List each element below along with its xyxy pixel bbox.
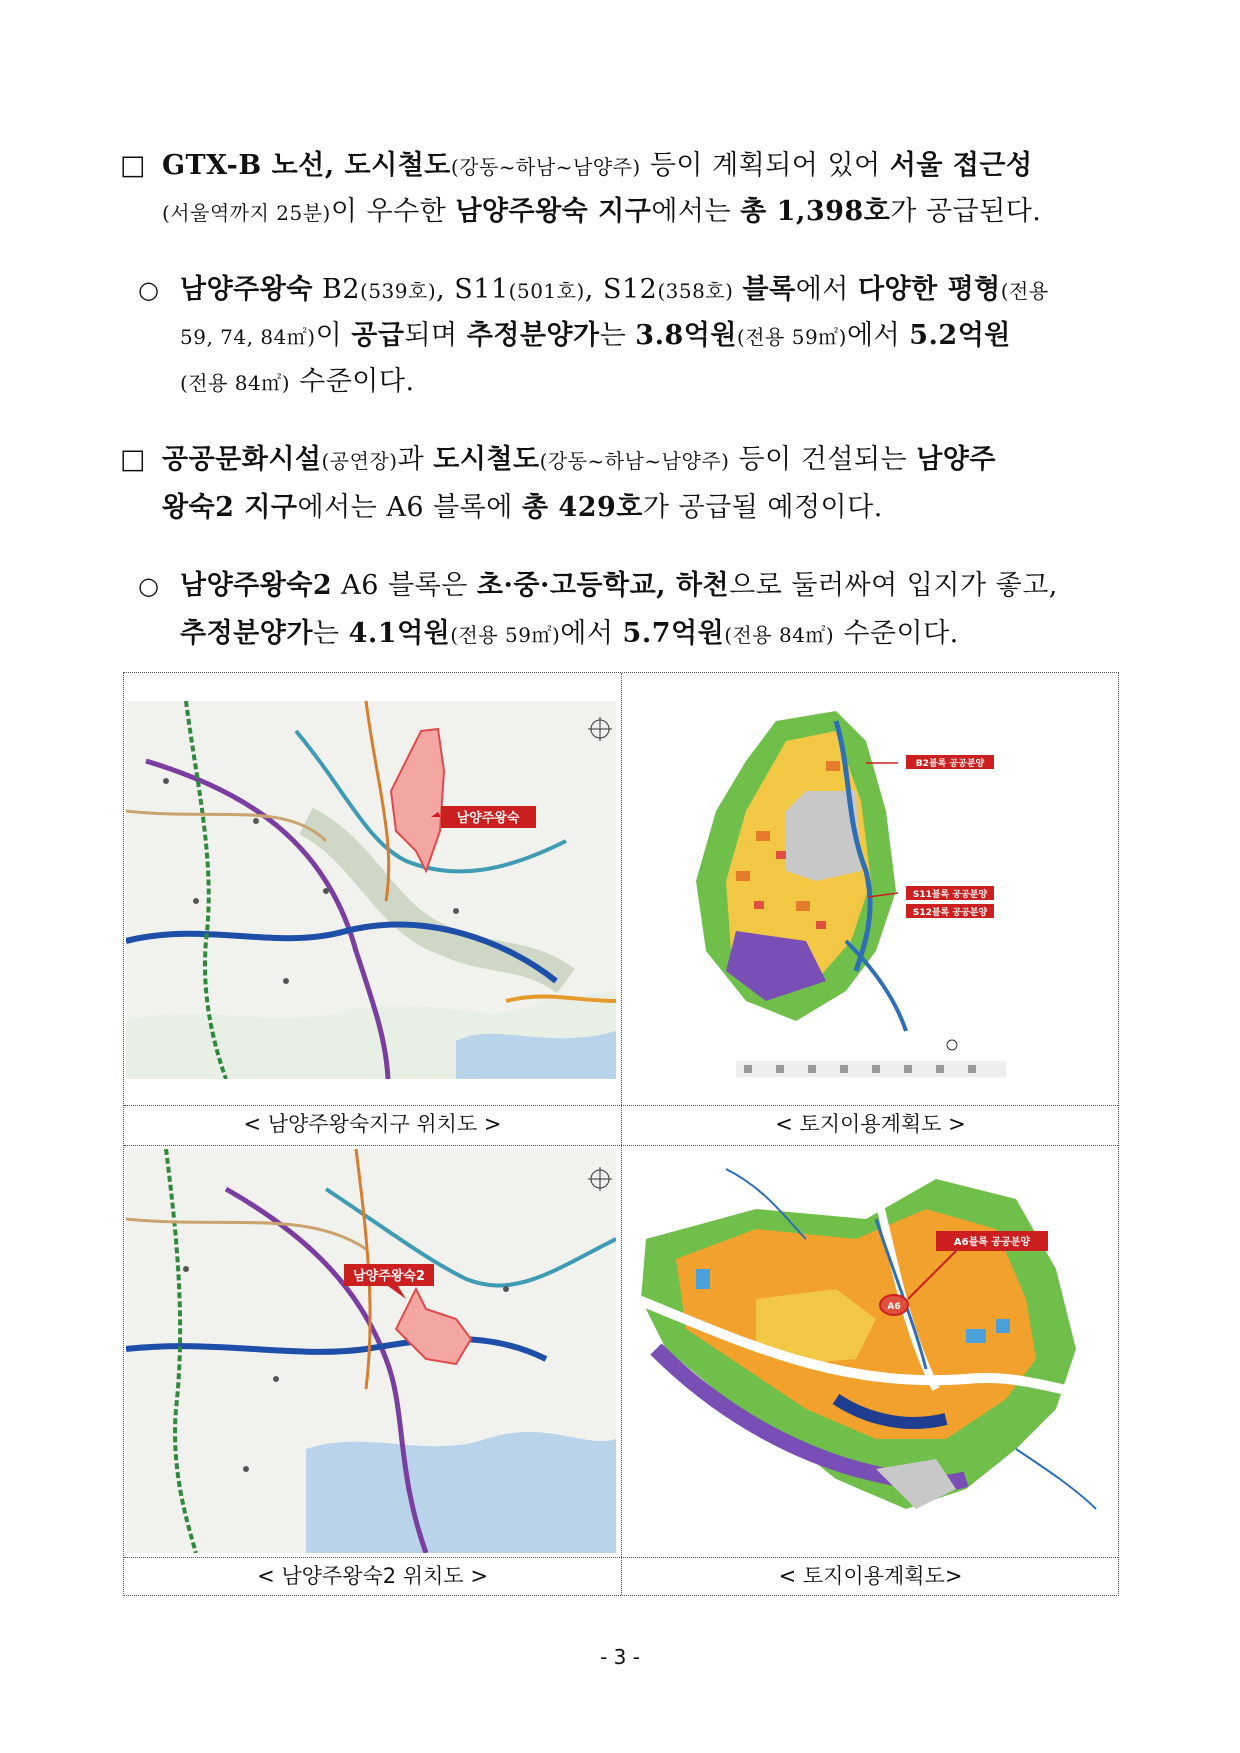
text-run: 도시철도 xyxy=(433,444,540,475)
caption-wangsuk-location: < 남양주왕숙지구 위치도 > xyxy=(243,1112,502,1136)
text-run: 공공문화시설 xyxy=(162,444,322,475)
text-run: (강동~하남~남양주) xyxy=(450,155,641,179)
text-run: (539호) xyxy=(360,279,437,303)
text-run: 5.7억원 xyxy=(622,618,725,649)
text-run: (358호) xyxy=(657,279,734,303)
text-run: 추정분양가 xyxy=(466,320,600,351)
text-run: (서울역까지 25분) xyxy=(162,201,331,225)
wangsuk-land-use-map xyxy=(636,701,1106,1081)
text-run: 는 xyxy=(599,320,636,351)
wangsuk-location-map-image xyxy=(126,701,616,1079)
text-run: 가 공급될 예정이다. xyxy=(642,492,883,523)
text-run: 에서 xyxy=(846,320,910,351)
sub-1-line-2 xyxy=(180,316,1011,357)
wangsuk2-location-map-image xyxy=(126,1149,616,1553)
text-run: 초·중·고등학교, 하천 xyxy=(476,570,730,601)
text-run: A6 블록은 xyxy=(332,570,477,601)
page-number: - 3 - xyxy=(600,1645,640,1669)
text-run: GTX-B 노선, 도시철도 xyxy=(162,150,451,181)
row-divider xyxy=(124,1145,1118,1146)
text-run: 등이 계획되어 있어 xyxy=(640,150,890,181)
text-run: 이 우수한 xyxy=(330,196,456,227)
text-run: 수준이다. xyxy=(834,618,959,649)
text-run: 수준이다. xyxy=(290,366,415,397)
sub-1-line-3 xyxy=(180,362,415,403)
map4-block-a6: A6 xyxy=(887,1302,901,1312)
text-run: 이 xyxy=(315,320,352,351)
text-run: 총 429호 xyxy=(521,492,643,523)
text-run: 등이 건설되는 xyxy=(729,444,917,475)
text-run: 남양주왕숙2 xyxy=(180,570,333,601)
sub-2-line-1 xyxy=(180,566,1058,606)
section-1-line-1 xyxy=(162,146,1033,187)
text-run: 3.8억원 xyxy=(635,320,737,351)
text-run: 남양주왕숙 xyxy=(180,274,313,305)
text-run: 에서 xyxy=(560,618,623,649)
text-run: 는 xyxy=(312,618,349,649)
text-run: (501호) xyxy=(508,279,585,303)
text-run: 블록 xyxy=(742,274,796,305)
caption-wangsuk2-location: < 남양주왕숙2 위치도 > xyxy=(257,1564,488,1588)
square-bullet: □ xyxy=(120,150,146,181)
text-run: (공연장) xyxy=(321,449,398,473)
map1-label: 남양주왕숙 xyxy=(456,811,520,826)
text-run: 되며 xyxy=(404,320,467,351)
text-run: (전용 59㎡) xyxy=(736,325,847,349)
text-run: 남양주왕숙 지구 xyxy=(455,196,652,227)
caption-wangsuk-land-use: < 토지이용계획도 > xyxy=(775,1112,966,1136)
text-run: (전용 xyxy=(1000,279,1049,303)
text-run: (강동~하남~남양주) xyxy=(539,449,730,473)
text-run: 서울 접근성 xyxy=(889,150,1033,181)
text-run xyxy=(733,274,742,305)
text-run: 에서 xyxy=(795,274,858,305)
figure-table xyxy=(123,672,1119,1596)
map2-label-s12: S12블록 공공분양 xyxy=(912,908,988,918)
text-run: B2 xyxy=(312,274,361,305)
text-run: (전용 84㎡) xyxy=(724,623,835,647)
map2-label-s11: S11블록 공공분양 xyxy=(912,890,988,900)
text-run: 다양한 평형 xyxy=(857,274,1001,305)
text-run: 과 xyxy=(397,444,434,475)
caption-wangsuk2-land-use: < 토지이용계획도> xyxy=(778,1564,963,1588)
text-run: 에서는 xyxy=(651,196,741,227)
wangsuk2-land-use-map-image xyxy=(636,1149,1106,1553)
map3-label: 남양주왕숙2 xyxy=(353,1269,425,1284)
circle-bullet: ○ xyxy=(138,276,159,304)
text-run: (전용 84㎡) xyxy=(180,371,291,395)
text-run: 4.1억원 xyxy=(348,618,451,649)
text-run: 가 공급된다. xyxy=(890,196,1042,227)
wangsuk2-land-use-map xyxy=(636,1149,1106,1553)
text-run: 5.2억원 xyxy=(909,320,1011,351)
section-1-line-2 xyxy=(162,192,1041,233)
text-run: , S11 xyxy=(436,274,509,305)
text-run: , S12 xyxy=(584,274,658,305)
text-run: 공급 xyxy=(351,320,405,351)
section-2-line-2 xyxy=(162,488,883,528)
section-2-line-1 xyxy=(162,440,996,481)
map2-label-b2: B2블록 공공분양 xyxy=(915,759,985,769)
text-run: 총 1,398호 xyxy=(740,196,891,227)
text-run: 으로 둘러싸여 입지가 좋고, xyxy=(729,570,1058,601)
wangsuk2-location-map xyxy=(126,1149,616,1553)
wangsuk-land-use-map-image xyxy=(636,701,1106,1081)
text-run: 왕숙2 지구 xyxy=(162,492,298,523)
text-run: 추정분양가 xyxy=(180,618,313,649)
wangsuk-location-map xyxy=(126,701,616,1079)
text-run: (전용 59㎡) xyxy=(450,623,561,647)
text-run: 59, 74, 84㎡) xyxy=(180,325,316,349)
text-run: 남양주 xyxy=(916,444,996,475)
circle-bullet: ○ xyxy=(138,572,159,600)
sub-2-line-2 xyxy=(180,614,959,655)
map4-label: A6블록 공공분양 xyxy=(953,1237,1031,1248)
text-run: 에서는 A6 블록에 xyxy=(297,492,522,523)
square-bullet: □ xyxy=(120,444,146,475)
sub-1-line-1 xyxy=(180,270,1049,311)
